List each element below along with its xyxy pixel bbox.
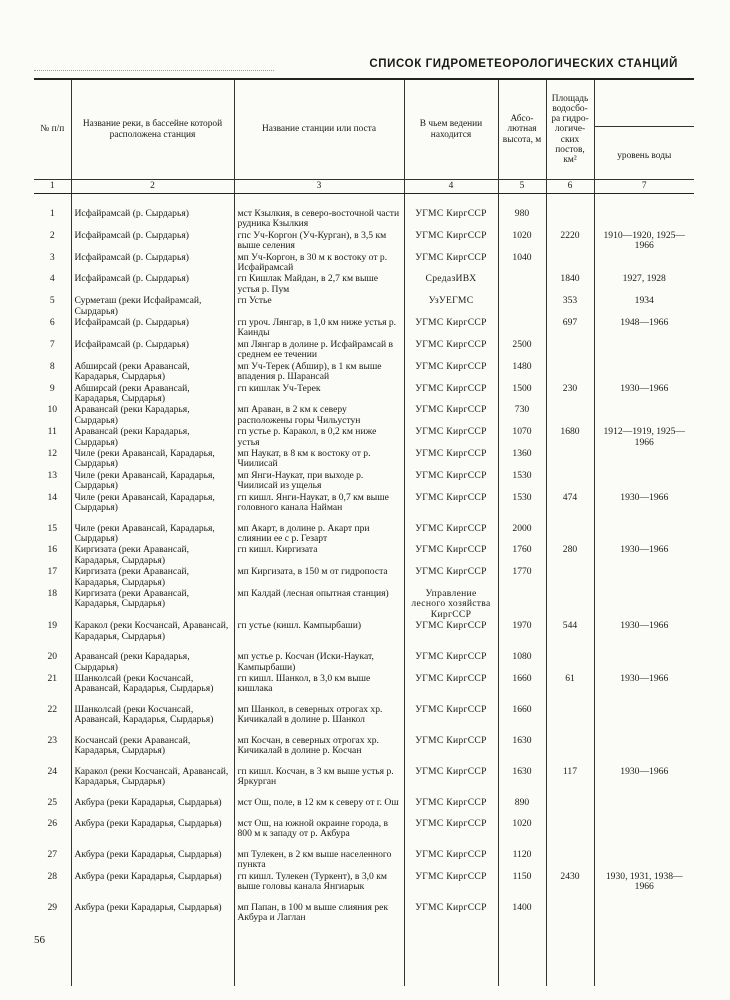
water-level-years (594, 339, 694, 361)
table-row (34, 818, 694, 849)
row-number: 27 (47, 849, 58, 861)
owner: УГМС КиргССР (404, 523, 498, 545)
altitude: 2500 (498, 339, 546, 361)
table-row (34, 849, 694, 871)
altitude: 1660 (498, 673, 546, 704)
water-level-years (594, 566, 694, 588)
catchment-area (546, 523, 594, 545)
row-number: 24 (47, 766, 58, 778)
row-number: 11 (47, 426, 57, 438)
owner: УГМС КиргССР (404, 448, 498, 470)
station-name: мп Уч-Коргон, в 30 м к востоку от р. Исфайрамсай (234, 252, 404, 274)
table-row (34, 426, 694, 448)
owner: УГМС КиргССР (404, 566, 498, 588)
station-name: гп кишл. Косчан, в 3 км выше устья р. Яркурган (234, 766, 404, 797)
altitude: 1150 (498, 871, 546, 902)
catchment-area (546, 704, 594, 735)
water-level-years (594, 588, 694, 620)
owner: УГМС КиргССР (404, 673, 498, 704)
row-number: 4 (49, 273, 55, 285)
catchment-area (546, 448, 594, 470)
table-row (34, 492, 694, 523)
river-name: Чиле (реки Аравансай, Карадарья, Сырдарья) (71, 470, 234, 492)
row-number: 10 (47, 404, 58, 416)
row-number: 8 (49, 360, 55, 372)
owner: УГМС КиргССР (404, 252, 498, 274)
table-row (34, 766, 694, 797)
station-name: гп устье р. Каракол, в 0,2 км ниже устья (234, 426, 404, 448)
river-name: Абширсай (реки Аравансай, Карадарья, Сырдарья) (71, 361, 234, 383)
altitude: 1020 (498, 230, 546, 252)
river-name: Каракол (реки Косчансай, Аравансай, Карадарья, Сырдарья) (71, 766, 234, 797)
column-number: 6 (546, 180, 594, 194)
owner: УГМС КиргССР (404, 902, 498, 924)
altitude: 1760 (498, 544, 546, 566)
altitude: 1480 (498, 361, 546, 383)
row-number: 29 (47, 901, 58, 913)
catchment-area (546, 252, 594, 274)
table-row (34, 252, 694, 274)
altitude: 1070 (498, 426, 546, 448)
water-level-years (594, 252, 694, 274)
altitude: 1040 (498, 252, 546, 274)
station-name: мп Уч-Терек (Абшир), в 1 км выше впадения р. Шарансай (234, 361, 404, 383)
col-header-area: Площадь водосбо-ра гидро-логиче-ских постов, км² (546, 79, 594, 180)
water-level-years (594, 849, 694, 871)
water-level-years (594, 470, 694, 492)
water-level-years: 1930, 1931, 1938—1966 (594, 871, 694, 902)
owner: УГМС КиргССР (404, 470, 498, 492)
catchment-area: 1840 (546, 273, 594, 295)
owner: УГМС КиргССР (404, 492, 498, 523)
river-name: Акбура (реки Карадарья, Сырдарья) (71, 797, 234, 818)
row-number: 25 (47, 797, 58, 809)
owner: УГМС КиргССР (404, 383, 498, 405)
catchment-area (546, 849, 594, 871)
altitude: 1530 (498, 470, 546, 492)
river-name: Акбура (реки Карадарья, Сырдарья) (71, 871, 234, 902)
catchment-area (546, 208, 594, 230)
river-name: Сурметаш (реки Исфайрамсай, Сырдарья) (71, 295, 234, 317)
altitude: 1970 (498, 620, 546, 651)
altitude: 1360 (498, 448, 546, 470)
station-name: гп кишлак Уч-Терек (234, 383, 404, 405)
water-level-years (594, 735, 694, 766)
table-row (34, 566, 694, 588)
table-row (34, 704, 694, 735)
owner: УГМС КиргССР (404, 735, 498, 766)
station-name: мп Араван, в 2 км к северу расположены горы Чильустун (234, 404, 404, 426)
owner: УГМС КиргССР (404, 208, 498, 230)
owner: СредазИВХ (404, 273, 498, 295)
table-bottom-space (34, 924, 694, 986)
station-name: мп Тулекен, в 2 км выше населенного пункта (234, 849, 404, 871)
owner: УГМС КиргССР (404, 620, 498, 651)
row-number: 7 (49, 338, 55, 350)
column-number: 1 (34, 180, 71, 194)
row-number: 1 (49, 208, 55, 219)
catchment-area: 697 (546, 317, 594, 339)
catchment-area: 230 (546, 383, 594, 405)
altitude: 1120 (498, 849, 546, 871)
station-name: мст Кзылкия, в северо-восточной части рудника Кзылкия (234, 208, 404, 230)
owner: Управление лесного хозяйства КиргССР (404, 588, 498, 620)
owner: УГМС КиргССР (404, 871, 498, 902)
river-name: Исфайрамсай (р. Сырдарья) (71, 273, 234, 295)
catchment-area (546, 566, 594, 588)
owner: УГМС КиргССР (404, 404, 498, 426)
water-level-years (594, 902, 694, 924)
owner: УГМС КиргССР (404, 766, 498, 797)
catchment-area: 1680 (546, 426, 594, 448)
table-row (34, 317, 694, 339)
water-level-years (594, 523, 694, 545)
river-name: Чиле (реки Аравансай, Карадарья, Сырдарья) (71, 448, 234, 470)
row-number: 5 (49, 295, 55, 307)
station-name: гп кишл. Янги-Наукат, в 0,7 км выше головного канала Найман (234, 492, 404, 523)
water-level-years: 1948—1966 (594, 317, 694, 339)
row-number: 13 (47, 469, 58, 481)
table-row (34, 797, 694, 818)
station-name: гпс Уч-Коргон (Уч-Курган), в 3,5 км выше селения (234, 230, 404, 252)
row-number: 6 (49, 317, 55, 329)
catchment-area (546, 404, 594, 426)
catchment-area (546, 339, 594, 361)
col-header-owner: В чьем ведении находится (404, 79, 498, 180)
altitude: 730 (498, 404, 546, 426)
river-name: Чиле (реки Аравансай, Карадарья, Сырдарья) (71, 523, 234, 545)
col-header-altitude: Абсо-лютная высота, м (498, 79, 546, 180)
row-number: 14 (47, 491, 58, 503)
header-rule (34, 70, 274, 71)
catchment-area (546, 735, 594, 766)
river-name: Аравансай (реки Карадарья, Сырдарья) (71, 404, 234, 426)
owner: УГМС КиргССР (404, 230, 498, 252)
altitude: 980 (498, 208, 546, 230)
water-level-years (594, 361, 694, 383)
catchment-area (546, 902, 594, 924)
table-body (34, 194, 694, 986)
station-name: мп Шанкол, в северных отрогах хр. Кичикалай в долине р. Шанкол (234, 704, 404, 735)
altitude: 2000 (498, 523, 546, 545)
column-number-row (34, 180, 694, 194)
water-level-years: 1930—1966 (594, 492, 694, 523)
col-header-river: Название реки, в бассейне которой расположена станция (71, 79, 234, 180)
altitude: 1530 (498, 492, 546, 523)
water-level-years: 1927, 1928 (594, 273, 694, 295)
river-name: Киргизата (реки Аравансай, Карадарья, Сырдарья) (71, 544, 234, 566)
river-name: Акбура (реки Карадарья, Сырдарья) (71, 849, 234, 871)
column-number: 5 (498, 180, 546, 194)
altitude: 1630 (498, 735, 546, 766)
table-row (34, 339, 694, 361)
water-level-years: 1912—1919, 1925—1966 (594, 426, 694, 448)
river-name: Аравансай (реки Карадарья, Сырдарья) (71, 426, 234, 448)
water-level-years (594, 818, 694, 849)
station-name: мп Калдай (лесная опытная станция) (234, 588, 404, 620)
owner: УГМС КиргССР (404, 317, 498, 339)
owner: УГМС КиргССР (404, 818, 498, 849)
row-number: 12 (47, 447, 58, 459)
table-row (34, 404, 694, 426)
station-name: мп Янги-Наукат, при выходе р. Чиилисай из ущелья (234, 470, 404, 492)
station-name: мп Папан, в 100 м выше слияния рек Акбура и Лаглан (234, 902, 404, 924)
catchment-area (546, 818, 594, 849)
river-name: Косчансай (реки Аравансай, Карадарья, Сырдарья) (71, 735, 234, 766)
column-number: 3 (234, 180, 404, 194)
table-row (34, 735, 694, 766)
row-number: 15 (47, 522, 58, 534)
station-name: гп кишл. Шанкол, в 3,0 км выше кишлака (234, 673, 404, 704)
altitude (498, 588, 546, 620)
station-name: гп Кишлак Майдан, в 2,7 км выше устья р. Пум (234, 273, 404, 295)
station-name: гп устье (кишл. Кампырбаши) (234, 620, 404, 651)
water-level-years: 1910—1920, 1925—1966 (594, 230, 694, 252)
table-row (34, 361, 694, 383)
altitude: 1630 (498, 766, 546, 797)
col-header-water (594, 79, 694, 180)
column-number: 4 (404, 180, 498, 194)
table-row (34, 295, 694, 317)
river-name: Шанколсай (реки Косчансай, Аравансай, Карадарья, Сырдарья) (71, 673, 234, 704)
page-title: СПИСОК ГИДРОМЕТЕОРОЛОГИЧЕСКИХ СТАНЦИЙ (369, 58, 678, 70)
water-level-years (594, 797, 694, 818)
station-name: мп устье р. Косчан (Иски-Наукат, Кампырбаши) (234, 651, 404, 673)
river-name: Акбура (реки Карадарья, Сырдарья) (71, 902, 234, 924)
water-level-years: 1934 (594, 295, 694, 317)
owner: УГМС КиргССР (404, 849, 498, 871)
river-name: Чиле (реки Аравансай, Карадарья, Сырдарья) (71, 492, 234, 523)
owner: УГМС КиргССР (404, 426, 498, 448)
table-row (34, 523, 694, 545)
row-number: 9 (49, 382, 55, 394)
column-number: 7 (594, 180, 694, 194)
river-name: Киргизата (реки Аравансай, Карадарья, Сырдарья) (71, 566, 234, 588)
station-name: мп Лянгар в долине р. Исфайрамсай в среднем ее течении (234, 339, 404, 361)
catchment-area: 353 (546, 295, 594, 317)
catchment-area: 544 (546, 620, 594, 651)
row-number: 23 (47, 735, 58, 747)
station-name: гп Устье (234, 295, 404, 317)
altitude (498, 317, 546, 339)
col-header-num: № п/п (34, 79, 71, 180)
catchment-area: 474 (546, 492, 594, 523)
station-name: мп Косчан, в северных отрогах хр. Кичикалай в долине р. Косчан (234, 735, 404, 766)
table-row (34, 544, 694, 566)
table-row (34, 588, 694, 620)
altitude: 1660 (498, 704, 546, 735)
river-name: Абширсай (реки Аравансай, Карадарья, Сырдарья) (71, 383, 234, 405)
altitude: 890 (498, 797, 546, 818)
table-row (34, 871, 694, 902)
altitude: 1080 (498, 651, 546, 673)
altitude: 1770 (498, 566, 546, 588)
table-row (34, 651, 694, 673)
catchment-area (546, 361, 594, 383)
altitude: 1500 (498, 383, 546, 405)
water-level-years (594, 651, 694, 673)
water-level-years: 1930—1966 (594, 673, 694, 704)
river-name: Аравансай (реки Карадарья, Сырдарья) (71, 651, 234, 673)
table-spacer (34, 194, 694, 209)
station-name: гп кишл. Киргизата (234, 544, 404, 566)
catchment-area: 117 (546, 766, 594, 797)
owner: УзУЕГМС (404, 295, 498, 317)
table-header-row (34, 79, 694, 180)
river-name: Исфайрамсай (р. Сырдарья) (71, 230, 234, 252)
col-header-station: Название станции или поста (234, 79, 404, 180)
owner: УГМС КиргССР (404, 361, 498, 383)
water-level-years: 1930—1966 (594, 766, 694, 797)
table-row (34, 208, 694, 230)
catchment-area (546, 797, 594, 818)
station-name: мп Наукат, в 8 км к востоку от р. Чиилисай (234, 448, 404, 470)
table-row (34, 448, 694, 470)
page-number: 56 (34, 934, 45, 946)
col-header-water-label: уровень воды (617, 150, 672, 161)
altitude: 1020 (498, 818, 546, 849)
catchment-area: 2220 (546, 230, 594, 252)
river-name: Акбура (реки Карадарья, Сырдарья) (71, 818, 234, 849)
row-number: 28 (47, 870, 58, 882)
column-number: 2 (71, 180, 234, 194)
table-row (34, 230, 694, 252)
table-row (34, 470, 694, 492)
river-name: Каракол (реки Косчансай, Аравансай, Карадарья, Сырдарья) (71, 620, 234, 651)
row-number: 21 (47, 673, 58, 685)
stations-table (34, 78, 694, 986)
station-name: мст Ош, поле, в 12 км к северу от г. Ош (234, 797, 404, 818)
catchment-area (546, 470, 594, 492)
catchment-area (546, 588, 594, 620)
water-level-years (594, 448, 694, 470)
owner: УГМС КиргССР (404, 651, 498, 673)
table-row (34, 383, 694, 405)
water-level-years: 1930—1966 (594, 544, 694, 566)
altitude (498, 295, 546, 317)
row-number: 26 (47, 818, 58, 830)
river-name: Исфайрамсай (р. Сырдарья) (71, 252, 234, 274)
table-row (34, 273, 694, 295)
station-name: мст Ош, на южной окраине города, в 800 м к западу от р. Акбура (234, 818, 404, 849)
row-number: 2 (49, 229, 55, 241)
catchment-area: 2430 (546, 871, 594, 902)
river-name: Киргизата (реки Аравансай, Карадарья, Сырдарья) (71, 588, 234, 620)
catchment-area: 61 (546, 673, 594, 704)
station-name: гп кишл. Тулекен (Туркент), в 3,0 км выше головы канала Янгиарык (234, 871, 404, 902)
water-level-years (594, 208, 694, 230)
owner: УГМС КиргССР (404, 544, 498, 566)
row-number: 3 (49, 251, 55, 263)
row-number: 18 (47, 588, 58, 599)
station-name: гп уроч. Лянгар, в 1,0 км ниже устья р. Каинды (234, 317, 404, 339)
altitude (498, 273, 546, 295)
water-level-years (594, 404, 694, 426)
river-name: Исфайрамсай (р. Сырдарья) (71, 208, 234, 230)
water-level-years: 1930—1966 (594, 383, 694, 405)
station-name: мп Киргизата, в 150 м от гидропоста (234, 566, 404, 588)
table-row (34, 902, 694, 924)
river-name: Шанколсай (реки Косчансай, Аравансай, Карадарья, Сырдарья) (71, 704, 234, 735)
water-level-years: 1930—1966 (594, 620, 694, 651)
row-number: 22 (47, 704, 58, 716)
owner: УГМС КиргССР (404, 797, 498, 818)
row-number: 16 (47, 544, 58, 556)
altitude: 1400 (498, 902, 546, 924)
table-row (34, 673, 694, 704)
station-name: мп Акарт, в долине р. Акарт при слиянии ее с р. Гезарт (234, 523, 404, 545)
owner: УГМС КиргССР (404, 704, 498, 735)
row-number: 17 (47, 566, 58, 578)
catchment-area (546, 651, 594, 673)
owner: УГМС КиргССР (404, 339, 498, 361)
row-number: 20 (47, 651, 58, 663)
catchment-area: 280 (546, 544, 594, 566)
water-level-years (594, 704, 694, 735)
table-row (34, 620, 694, 651)
river-name: Исфайрамсай (р. Сырдарья) (71, 317, 234, 339)
river-name: Исфайрамсай (р. Сырдарья) (71, 339, 234, 361)
row-number: 19 (47, 620, 58, 632)
